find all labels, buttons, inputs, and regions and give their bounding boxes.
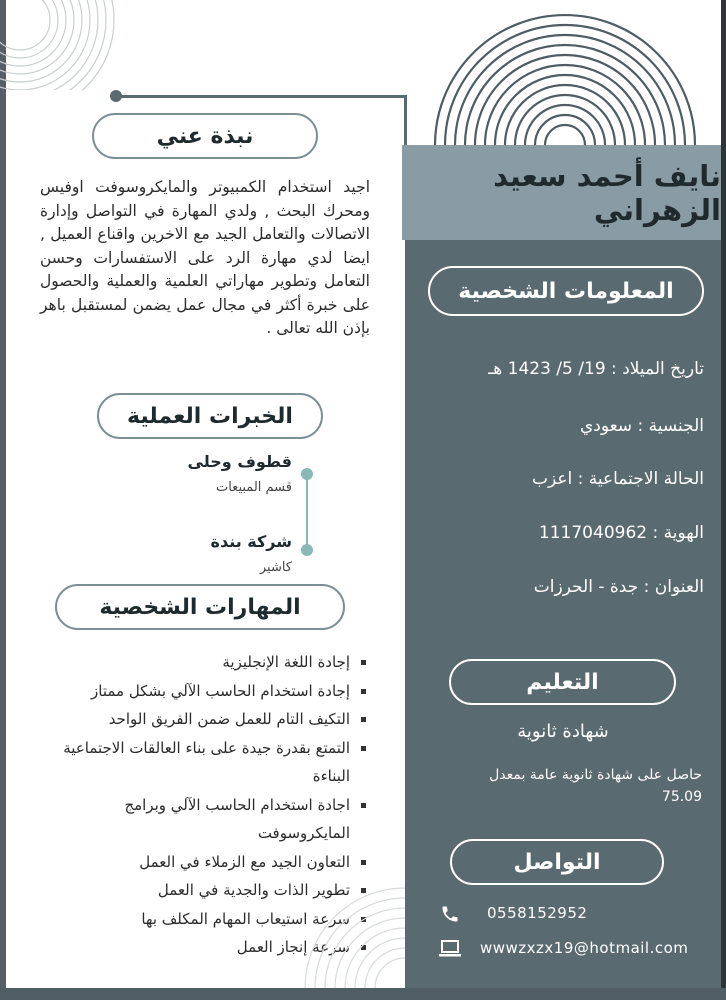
skill-item: إجادة اللغة الإنجليزية — [30, 648, 370, 677]
full-name: نايف أحمد سعيد الزهراني — [493, 158, 721, 227]
left-border — [0, 0, 6, 1000]
about-text: اجيد استخدام الكمبيوتر والمايكروسوفت اوفيس ومحرك البحث , ولدي المهارة في التواصل وإدارة الاتصالات والتعامل الجيد مع الاخرين واقناع العميل , ايضا لدي مهارة الرد على الاستفسارات وحسن التعامل وتطوير مهاراتي العلمية والعملية والحصول على خبرة أكثر في مجال عمل يضمن لمستقبل باهر بإذن الله تعالى . — [40, 178, 370, 337]
job-role: كاشير — [259, 560, 292, 575]
marital-status: الحالة الاجتماعية : اعزب — [532, 469, 704, 489]
nationality: الجنسية : سعودي — [579, 416, 704, 436]
birth-date: تاريخ الميلاد : 19/ 5/ 1423 هـ — [488, 359, 704, 379]
experience-heading — [97, 393, 323, 439]
corner-arcs-decoration — [0, 0, 120, 90]
laptop-icon — [438, 938, 462, 960]
arch-decoration — [430, 10, 700, 145]
skill-item: تطوير الذات والجدية في العمل — [30, 876, 370, 905]
personal-heading — [428, 266, 704, 316]
job-company: قطوف وحلى — [187, 452, 292, 471]
skill-item: التمتع بقدرة جيدة على بناء العالقات الاجتماعية البناءة — [30, 734, 370, 791]
bottom-bar — [0, 988, 726, 1000]
skill-item: سرعة استيعاب المهام المكلف بها — [30, 905, 370, 934]
address: العنوان : جدة - الحرزات — [533, 577, 704, 597]
name-banner — [402, 145, 721, 240]
job-role: قسم المبيعات — [215, 480, 292, 495]
timeline-dot — [301, 544, 313, 556]
skill-item: سرعة إنجاز العمل — [30, 933, 370, 962]
skill-item: إجادة استخدام الحاسب الآلي بشكل ممتاز — [30, 677, 370, 706]
experience-heading-label: الخبرات العملية — [127, 403, 293, 429]
bottom-arcs-decoration — [300, 880, 405, 988]
about-heading — [92, 113, 318, 159]
right-border — [721, 0, 726, 1000]
education-description: حاصل على شهادة ثانوية عامة بمعدل 75.09 — [489, 767, 702, 805]
about-heading-label: نبذة عني — [156, 123, 254, 149]
timeline-line — [306, 474, 308, 550]
connector-line-vertical — [404, 95, 407, 147]
job-company: شركة بندة — [210, 532, 292, 551]
education-heading-label: التعليم — [526, 669, 599, 695]
skills-heading — [55, 584, 345, 630]
timeline-dot — [301, 468, 313, 480]
personal-heading-label: المعلومات الشخصية — [458, 278, 674, 304]
skill-item: اجادة استخدام الحاسب الآلي وبرامج المايكروسوفت — [30, 791, 370, 848]
phone-number[interactable]: 0558152952 — [487, 904, 588, 922]
skill-item: التعاون الجيد مع الزملاء في العمل — [30, 848, 370, 877]
connector-dot — [110, 90, 122, 102]
contact-heading — [450, 839, 664, 885]
skills-heading-label: المهارات الشخصية — [99, 594, 301, 620]
contact-heading-label: التواصل — [513, 849, 601, 875]
education-heading — [449, 659, 676, 705]
phone-icon — [440, 904, 460, 924]
national-id: الهوية : 1117040962 — [538, 523, 704, 543]
connector-line — [118, 95, 406, 98]
education-degree: شهادة ثانوية — [517, 721, 609, 742]
skill-item: التكيف التام للعمل ضمن الفريق الواحد — [30, 705, 370, 734]
email-address[interactable]: wwwzxzx19@hotmail.com — [480, 939, 689, 957]
